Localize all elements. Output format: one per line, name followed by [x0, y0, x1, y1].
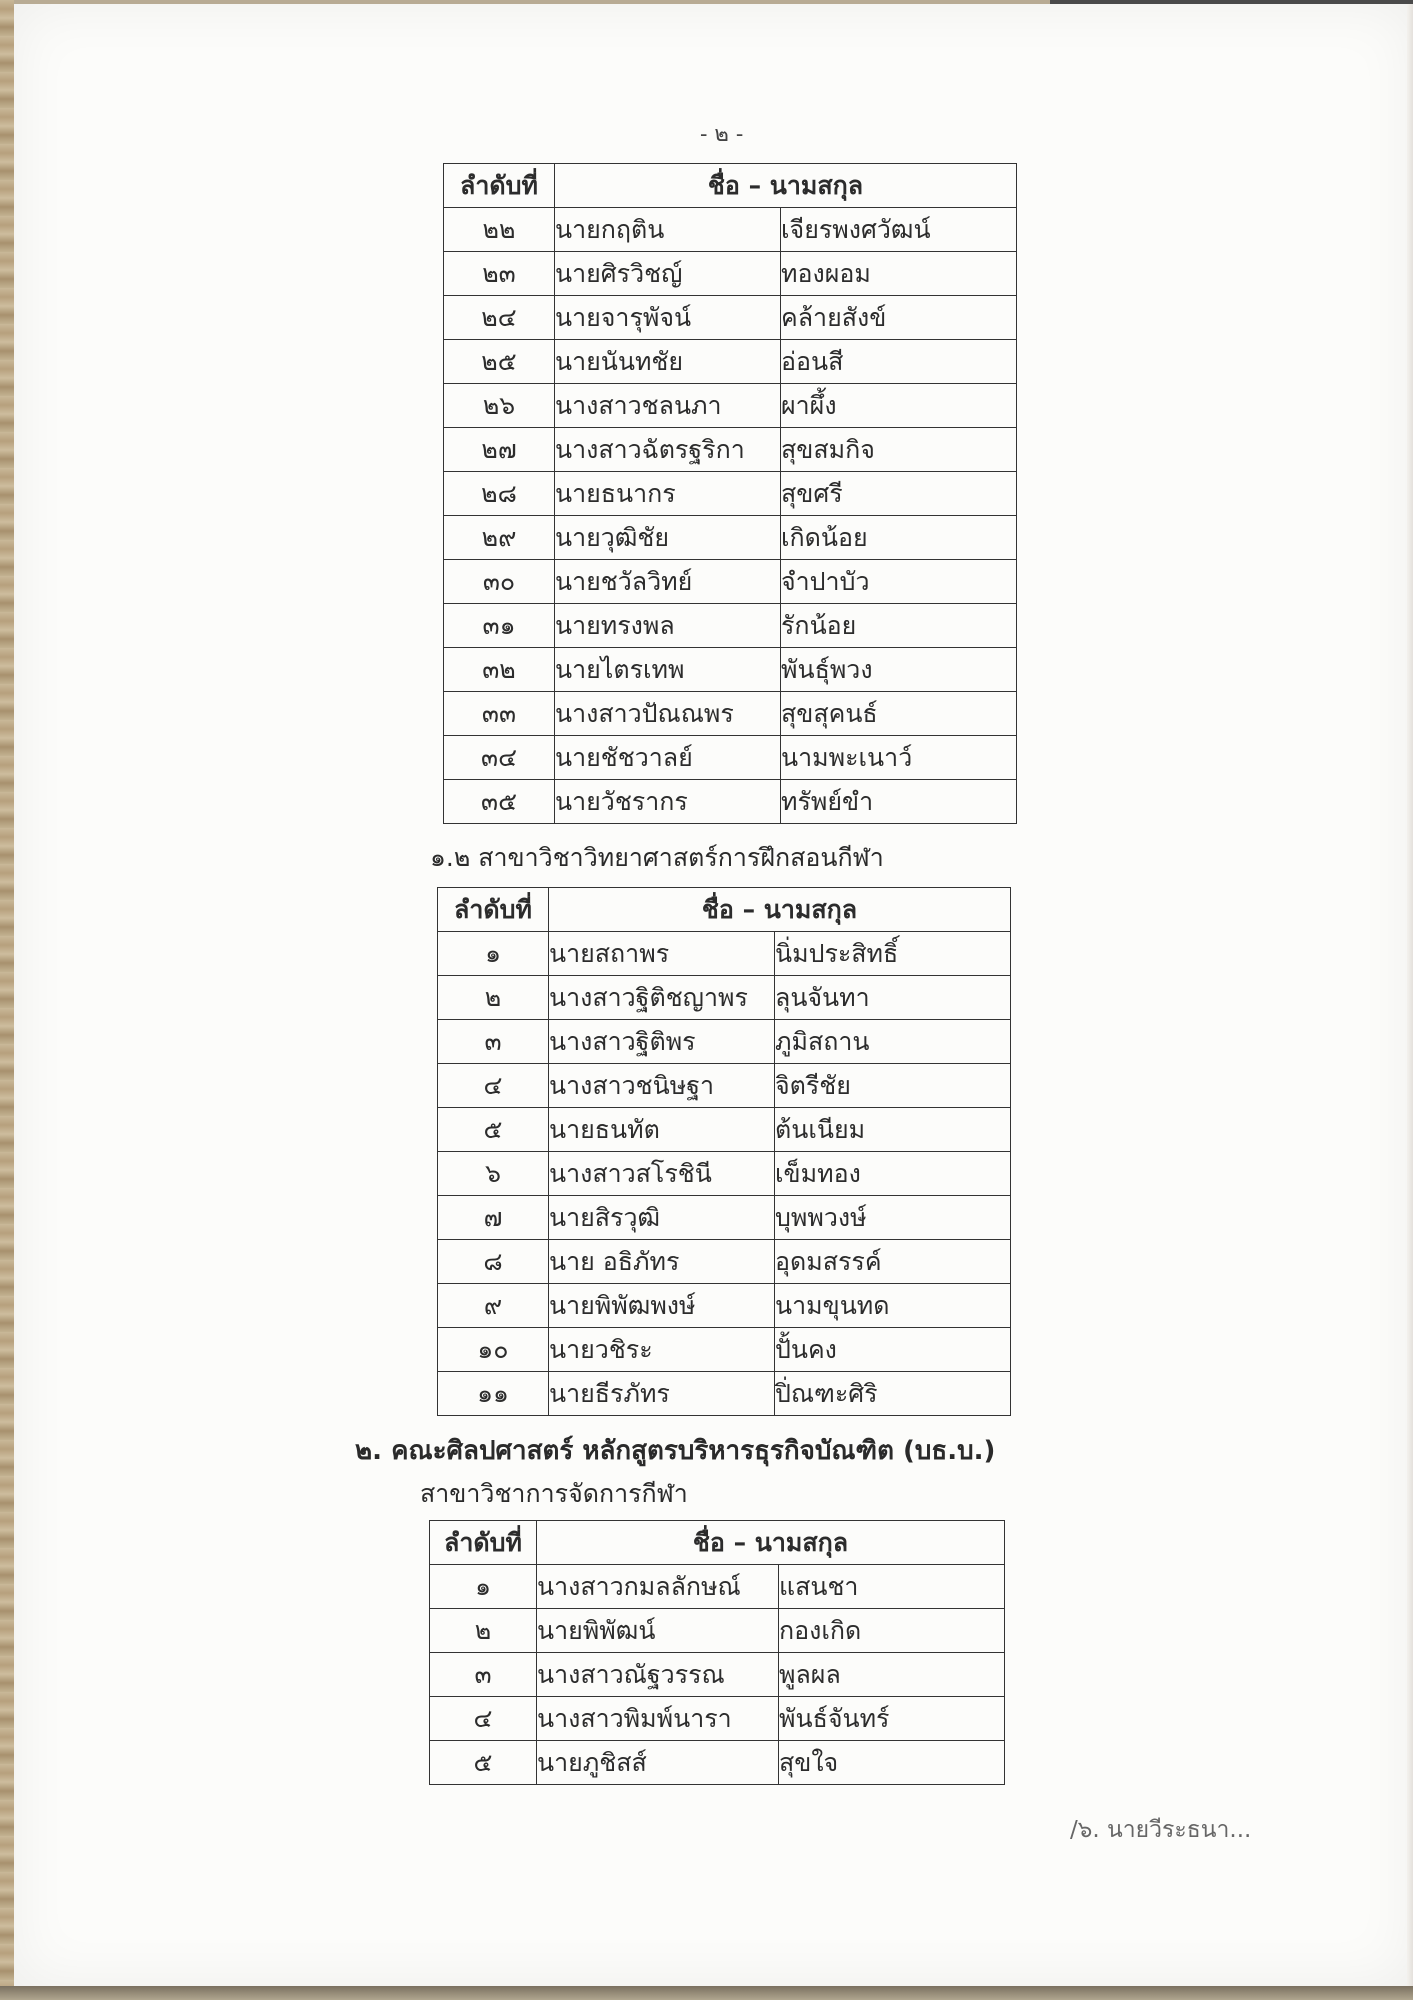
- row-number: ๓๒: [444, 648, 555, 692]
- table-row: [444, 736, 1017, 780]
- header-order: ลำดับที่: [430, 1521, 537, 1565]
- row-number: ๒๓: [444, 252, 555, 296]
- first-name: นายวชิระ: [549, 1328, 775, 1372]
- first-name: นางสาวชลนภา: [555, 384, 781, 428]
- first-name: นายชัชวาลย์: [555, 736, 781, 780]
- row-number: ๖: [438, 1152, 549, 1196]
- table-row: [438, 1020, 1011, 1064]
- table-row: [444, 648, 1017, 692]
- surname: แสนชา: [779, 1565, 1005, 1609]
- section-2-heading: ๒. คณะศิลปศาสตร์ หลักสูตรบริหารธุรกิจบัณฑิต (บธ.บ.): [355, 1436, 996, 1466]
- table-row: [444, 296, 1017, 340]
- row-number: ๓๑: [444, 604, 555, 648]
- row-number: ๗: [438, 1196, 549, 1240]
- surname: อุดมสรรค์: [775, 1240, 1011, 1284]
- table-row: [438, 1372, 1011, 1416]
- row-number: ๕: [438, 1108, 549, 1152]
- row-number: ๓๕: [444, 780, 555, 824]
- table-row: [438, 1064, 1011, 1108]
- row-number: ๓๓: [444, 692, 555, 736]
- surname: เกิดน้อย: [781, 516, 1017, 560]
- table-header-row: [438, 888, 1011, 932]
- first-name: นางสาวฐิติชญาพร: [549, 976, 775, 1020]
- table-row: [430, 1565, 1005, 1609]
- first-name: นางสาวพิมพ์นารา: [537, 1697, 779, 1741]
- surname: สุขสมกิจ: [781, 428, 1017, 472]
- surname: ปั้นคง: [775, 1328, 1011, 1372]
- first-name: นายกฤติน: [555, 208, 781, 252]
- first-name: นายชวัลวิทย์: [555, 560, 781, 604]
- table-row: [444, 780, 1017, 824]
- page-number: - ๒ -: [700, 122, 744, 147]
- table-row: [444, 340, 1017, 384]
- surname: พันธ์จันทร์: [779, 1697, 1005, 1741]
- table-row: [438, 1152, 1011, 1196]
- row-number: ๕: [430, 1741, 537, 1785]
- surname: พูลผล: [779, 1653, 1005, 1697]
- first-name: นายสถาพร: [549, 932, 775, 976]
- row-number: ๘: [438, 1240, 549, 1284]
- first-name: นาย อธิภัทร: [549, 1240, 775, 1284]
- first-name: นายวัชรากร: [555, 780, 781, 824]
- table-row: [444, 692, 1017, 736]
- header-order: ลำดับที่: [444, 164, 555, 208]
- surname: ปิ่ณฑะศิริ: [775, 1372, 1011, 1416]
- surname: สุขศรี: [781, 472, 1017, 516]
- header-name: ชื่อ – นามสกุล: [555, 164, 1017, 208]
- surname: พันธุ์พวง: [781, 648, 1017, 692]
- table-row: [444, 560, 1017, 604]
- header-order: ลำดับที่: [438, 888, 549, 932]
- first-name: นางสาวปัณณพร: [555, 692, 781, 736]
- table-row: [444, 384, 1017, 428]
- row-number: ๑๐: [438, 1328, 549, 1372]
- table-row: [444, 516, 1017, 560]
- first-name: นายธนทัต: [549, 1108, 775, 1152]
- row-number: ๓: [438, 1020, 549, 1064]
- surname: ทรัพย์ขำ: [781, 780, 1017, 824]
- row-number: ๒๖: [444, 384, 555, 428]
- first-name: นายทรงพล: [555, 604, 781, 648]
- surname: รักน้อย: [781, 604, 1017, 648]
- first-name: นายธนากร: [555, 472, 781, 516]
- surname: สุขสุคนธ์: [781, 692, 1017, 736]
- row-number: ๒: [438, 976, 549, 1020]
- first-name: นางสาวฉัตรฐริกา: [555, 428, 781, 472]
- student-table-1: [443, 163, 1017, 824]
- table-header-row: [444, 164, 1017, 208]
- row-number: ๒๘: [444, 472, 555, 516]
- surname: ต้นเนียม: [775, 1108, 1011, 1152]
- first-name: นางสาวณัฐวรรณ: [537, 1653, 779, 1697]
- first-name: นายภูชิสส์: [537, 1741, 779, 1785]
- surname: ภูมิสถาน: [775, 1020, 1011, 1064]
- row-number: ๓๔: [444, 736, 555, 780]
- first-name: นายศิรวิชญ์: [555, 252, 781, 296]
- table-row: [430, 1653, 1005, 1697]
- student-table-3: [429, 1520, 1005, 1785]
- row-number: ๒๒: [444, 208, 555, 252]
- surname: อ่อนสี: [781, 340, 1017, 384]
- table-row: [430, 1741, 1005, 1785]
- table-row: [444, 208, 1017, 252]
- surname: จิตรีชัย: [775, 1064, 1011, 1108]
- row-number: ๑๑: [438, 1372, 549, 1416]
- row-number: ๑: [438, 932, 549, 976]
- table-row: [430, 1609, 1005, 1653]
- surname: คล้ายสังข์: [781, 296, 1017, 340]
- student-table-2: [437, 887, 1011, 1416]
- first-name: นายพิพัฒน์: [537, 1609, 779, 1653]
- surname: จำปาบัว: [781, 560, 1017, 604]
- first-name: นายธีรภัทร: [549, 1372, 775, 1416]
- surname: เจียรพงศวัฒน์: [781, 208, 1017, 252]
- first-name: นางสาวฐิติพร: [549, 1020, 775, 1064]
- row-number: ๒: [430, 1609, 537, 1653]
- row-number: ๒๙: [444, 516, 555, 560]
- desk-background-left: [0, 0, 14, 2000]
- row-number: ๓: [430, 1653, 537, 1697]
- first-name: นายวุฒิชัย: [555, 516, 781, 560]
- header-name: ชื่อ – นามสกุล: [549, 888, 1011, 932]
- table-header-row: [430, 1521, 1005, 1565]
- surname: ลุนจันทา: [775, 976, 1011, 1020]
- first-name: นางสาวกมลลักษณ์: [537, 1565, 779, 1609]
- surname: นามพะเนาว์: [781, 736, 1017, 780]
- table-row: [438, 976, 1011, 1020]
- table-row: [444, 428, 1017, 472]
- page-edge-shadow: [1407, 4, 1413, 1986]
- surname: นามขุนทด: [775, 1284, 1011, 1328]
- table-row: [438, 1328, 1011, 1372]
- first-name: นางสาวสโรชินี: [549, 1152, 775, 1196]
- surname: กองเกิด: [779, 1609, 1005, 1653]
- table-row: [438, 1240, 1011, 1284]
- surname: เข็มทอง: [775, 1152, 1011, 1196]
- table-row: [444, 472, 1017, 516]
- first-name: นายพิพัฒพงษ์: [549, 1284, 775, 1328]
- section-2-subheading: สาขาวิชาการจัดการกีฬา: [420, 1479, 688, 1508]
- row-number: ๔: [438, 1064, 549, 1108]
- first-name: นายสิรวุฒิ: [549, 1196, 775, 1240]
- first-name: นางสาวชนิษฐา: [549, 1064, 775, 1108]
- first-name: นายจารุพัจน์: [555, 296, 781, 340]
- first-name: นายนันทชัย: [555, 340, 781, 384]
- row-number: ๑: [430, 1565, 537, 1609]
- row-number: ๙: [438, 1284, 549, 1328]
- first-name: นายไตรเทพ: [555, 648, 781, 692]
- table-row: [438, 932, 1011, 976]
- surname: นิ่มประสิทธิ์: [775, 932, 1011, 976]
- continuation-note: /๖. นายวีระธนา...: [1070, 1817, 1252, 1843]
- row-number: ๒๕: [444, 340, 555, 384]
- table-row: [430, 1697, 1005, 1741]
- table-row: [438, 1196, 1011, 1240]
- table-row: [444, 252, 1017, 296]
- surname: ทองผอม: [781, 252, 1017, 296]
- surname: บุพพวงษ์: [775, 1196, 1011, 1240]
- row-number: ๒๔: [444, 296, 555, 340]
- row-number: ๔: [430, 1697, 537, 1741]
- table-row: [438, 1108, 1011, 1152]
- table-row: [438, 1284, 1011, 1328]
- surname: สุขใจ: [779, 1741, 1005, 1785]
- desk-background-bottom: [0, 1986, 1413, 2000]
- table-row: [444, 604, 1017, 648]
- row-number: ๓๐: [444, 560, 555, 604]
- row-number: ๒๗: [444, 428, 555, 472]
- header-name: ชื่อ – นามสกุล: [537, 1521, 1005, 1565]
- surname: ผาผึ้ง: [781, 384, 1017, 428]
- section-1-2-heading: ๑.๒ สาขาวิชาวิทยาศาสตร์การฝึกสอนกีฬา: [430, 843, 884, 872]
